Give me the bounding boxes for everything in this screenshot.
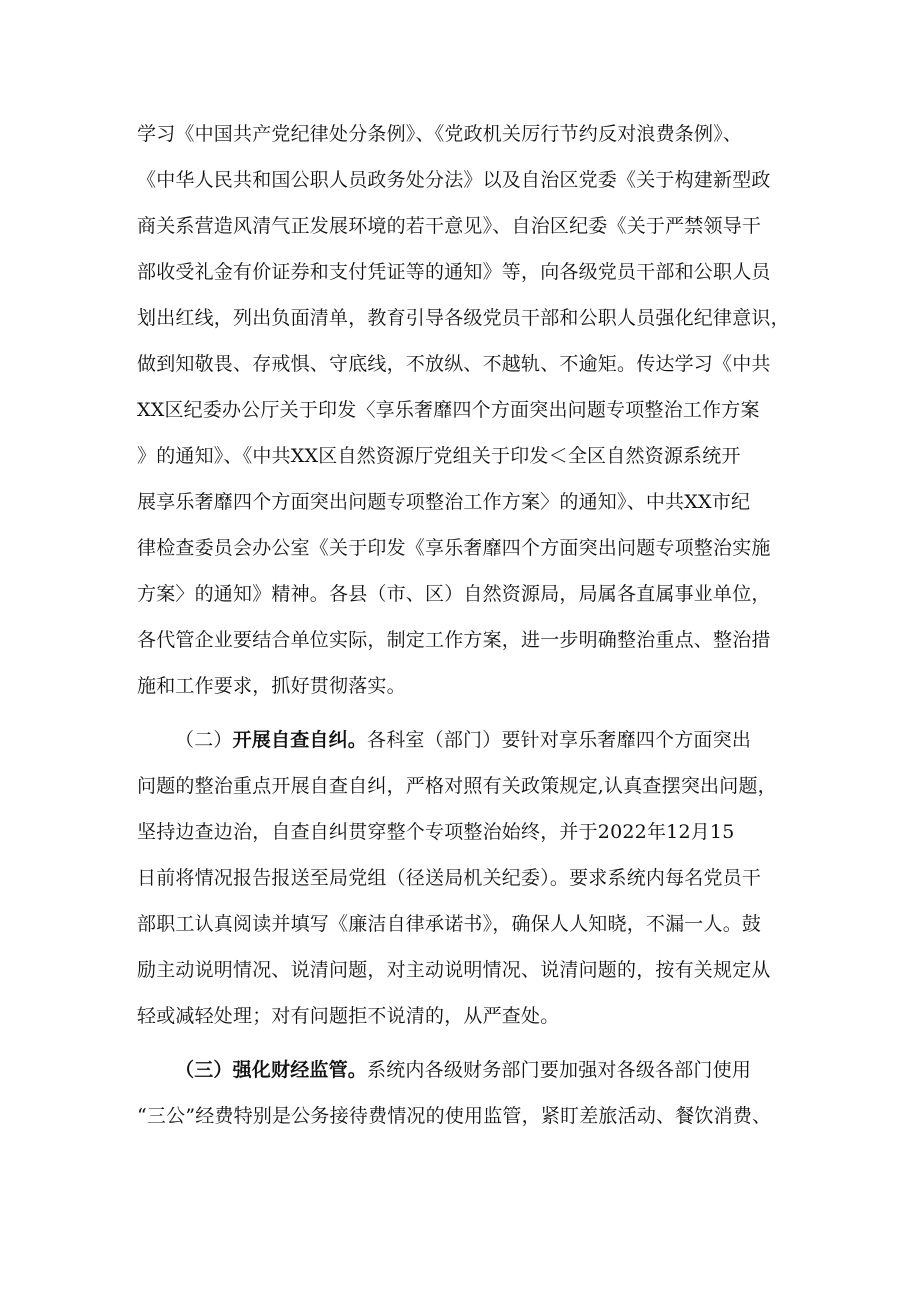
paragraph-line: 坚持边查边治，自查自纠贯穿整个专项整治始终，并于2022年12月15 [137,821,735,843]
paragraph-line: 问题的整治重点开展自查自纠，严格对照有关政策规定,认真查摆突出问题， [137,775,777,797]
paragraph-line: 》的通知》、《中共XX区自然资源厅党组关于印发＜全区自然资源系统开 [137,445,741,467]
section-3-first-line [175,1057,751,1083]
section-3-first-line-text: 系统内各级财务部门要加强对各级各部门使用 [367,1059,752,1081]
paragraph-line: 日前将情况报告报送至局党组（径送局机关纪委）。要求系统内每名党员干 [137,867,762,889]
paragraph-line: 各代管企业要结合单位实际，制定工作方案，进一步明确整治重点、整治措 [137,629,771,651]
section-2-heading: 开展自查自纠。 [232,729,368,751]
paragraph-line: 律检查委员会办公室《关于印发《享乐奢靡四个方面突出问题专项整治实施 [137,537,771,559]
paragraph-line: 轻或减轻处理；对有问题拒不说清的，从严查处。 [137,1005,560,1027]
section-2-prefix: （二） [175,729,233,751]
paragraph-line: 《中华人民共和国公职人员政务处分法》以及自治区党委《关于构建新型政 [137,169,771,191]
paragraph-line: 做到知敬畏、存戒惧、守底线，不放纵、不越轨、不逾矩。传达学习《中共 [137,353,771,375]
paragraph-line: 部职工认真阅读并填写《廉洁自律承诺书》，确保人人知晓，不漏一人。鼓 [137,913,762,935]
paragraph-line: 划出红线，列出负面清单，教育引导各级党员干部和公职人员强化纪律意识， [137,307,790,329]
paragraph-line: XX区纪委办公厅关于印发〈享乐奢靡四个方面突出问题专项整治工作方案 [137,399,760,421]
paragraph-line: 展享乐奢靡四个方面突出问题专项整治工作方案〉的通知》、中共XX市纪 [137,491,751,513]
paragraph-line: 部收受礼金有价证券和支付凭证等的通知》等，向各级党员干部和公职人员 [137,261,771,283]
section-3-heading: （三）强化财经监管。 [175,1059,368,1081]
section-2-first-line-text: 各科室（部门）要针对享乐奢靡四个方面突出 [367,729,752,751]
paragraph-line: 励主动说明情况、说清问题，对主动说明情况、说清问题的，按有关规定从 [137,959,771,981]
paragraph-line: 学习《中国共产党纪律处分条例》、《党政机关厉行节约反对浪费条例》、 [137,123,743,145]
paragraph-line: 商关系营造风清气正发展环境的若干意见》、自治区纪委《关于严禁领导干 [137,215,762,237]
section-2-first-line [175,727,751,753]
paragraph-line: 施和工作要求，抓好贯彻落实。 [137,675,406,697]
paragraph-line: “三公”经费特别是公务接待费情况的使用监管，紧盯差旅活动、餐饮消费、 [137,1105,772,1127]
paragraph-line: 方案〉的通知》精神。各县（市、区）自然资源局，局属各直属事业单位， [137,583,771,605]
